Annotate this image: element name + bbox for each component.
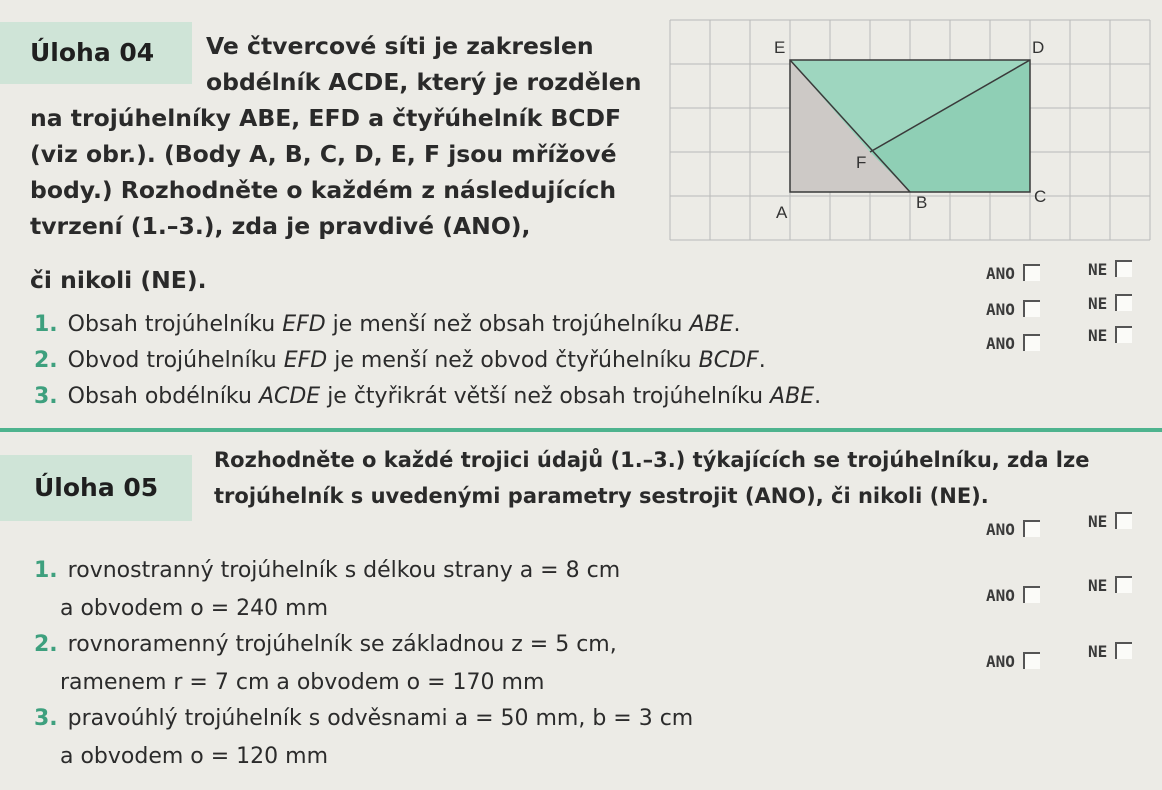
task-05-item-2-line-2: ramenem r = 7 cm a obvodem o = 170 mm — [60, 670, 545, 695]
task-05-item-1: 1. rovnostranný trojúhelník s délkou strany a = 8 cm — [34, 558, 621, 583]
item-number: 1. — [34, 312, 58, 337]
task-04-line-4: (viz obr.). (Body A, B, C, D, E, F jsou mřížové — [30, 140, 617, 168]
task-04-label-text: Úloha 04 — [30, 38, 155, 67]
task-05-line-1: Rozhodněte o každé trojici údajů (1.–3.) týkajících se trojúhelníku, zda lze — [214, 448, 1090, 472]
task-05-label — [0, 455, 192, 521]
task-05-item-1-ne[interactable]: NE — [1088, 512, 1132, 531]
item-number: 1. — [34, 558, 58, 583]
task-05-item-2: 2. rovnoramenný trojúhelník se základnou z = 5 cm, — [34, 632, 617, 657]
task-04-line-5: body.) Rozhodněte o každém z následujících — [30, 176, 617, 204]
task-04-item-1-ano[interactable]: ANO — [986, 264, 1040, 283]
item-number: 2. — [34, 348, 58, 373]
item-number: 2. — [34, 632, 58, 657]
task-04-item-2-ano[interactable]: ANO — [986, 300, 1040, 319]
task-04-line-2: obdélník ACDE, který je rozdělen — [206, 68, 642, 96]
point-label-d: D — [1032, 38, 1045, 57]
task-04-item-1-ne[interactable]: NE — [1088, 260, 1132, 279]
task-05-item-1-line-2: a obvodem o = 240 mm — [60, 596, 329, 621]
task-04-item-3-ne[interactable]: NE — [1088, 326, 1132, 345]
checkbox[interactable] — [1115, 512, 1132, 529]
task-05-item-3: 3. pravoúhlý trojúhelník s odvěsnami a = 50 mm, b = 3 cm — [34, 706, 694, 731]
checkbox[interactable] — [1115, 326, 1132, 343]
item-number: 3. — [34, 706, 58, 731]
task-04-item-2-ne[interactable]: NE — [1088, 294, 1132, 313]
task-05-item-3-ano[interactable]: ANO — [986, 652, 1040, 671]
task-05-item-3-line-2: a obvodem o = 120 mm — [60, 744, 329, 769]
task-05-label-text: Úloha 05 — [34, 473, 159, 502]
checkbox[interactable] — [1115, 260, 1132, 277]
checkbox[interactable] — [1023, 586, 1040, 603]
task-05-item-3-ne[interactable]: NE — [1088, 642, 1132, 661]
task-04-line-6: tvrzení (1.–3.), zda je pravdivé (ANO), — [30, 212, 531, 240]
task-04-item-3: 3. Obsah obdélníku ACDE je čtyřikrát větší než obsah trojúhelníku ABE. — [34, 384, 822, 409]
task-05-item-2-ano[interactable]: ANO — [986, 586, 1040, 605]
checkbox[interactable] — [1023, 264, 1040, 281]
section-divider — [0, 428, 1162, 432]
checkbox[interactable] — [1023, 520, 1040, 537]
task-05-item-2-ne[interactable]: NE — [1088, 576, 1132, 595]
point-label-e: E — [774, 38, 786, 57]
point-label-a: A — [776, 203, 788, 222]
checkbox[interactable] — [1115, 294, 1132, 311]
checkbox[interactable] — [1115, 576, 1132, 593]
item-number: 3. — [34, 384, 58, 409]
task-04-item-3-ano[interactable]: ANO — [986, 334, 1040, 353]
task-05-item-1-ano[interactable]: ANO — [986, 520, 1040, 539]
checkbox[interactable] — [1115, 642, 1132, 659]
task-04-line-1: Ve čtvercové síti je zakreslen — [206, 32, 594, 60]
task-04-line-3: na trojúhelníky ABE, EFD a čtyřúhelník BCDF — [30, 104, 622, 132]
point-label-f: F — [856, 153, 867, 172]
checkbox[interactable] — [1023, 334, 1040, 351]
task-04-item-1: 1. Obsah trojúhelníku EFD je menší než obsah trojúhelníku ABE. — [34, 312, 741, 337]
task-04-item-2: 2. Obvod trojúhelníku EFD je menší než obvod čtyřúhelníku BCDF. — [34, 348, 766, 373]
checkbox[interactable] — [1023, 652, 1040, 669]
point-label-b: B — [916, 193, 928, 212]
point-label-c: C — [1034, 187, 1047, 206]
task-05-line-2: trojúhelník s uvedenými parametry sestrojit (ANO), či nikoli (NE). — [214, 484, 989, 508]
task-04-line-7: či nikoli (NE). — [30, 266, 207, 294]
checkbox[interactable] — [1023, 300, 1040, 317]
